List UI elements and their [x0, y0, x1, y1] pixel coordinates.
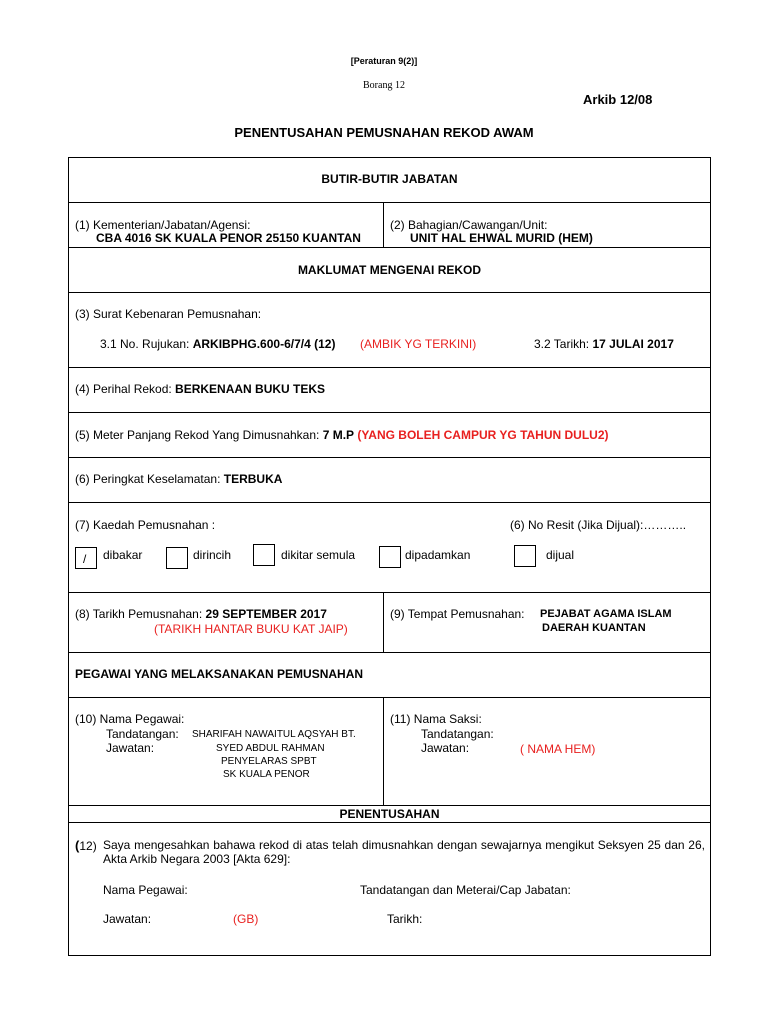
column-divider [383, 697, 384, 805]
method-label-dirincih: dirincih [193, 548, 232, 562]
divider [68, 457, 711, 458]
ministry-label: (1) Kementerian/Jabatan/Agensi: [75, 218, 251, 232]
officer-name-label: (10) Nama Pegawai: [75, 712, 185, 726]
verification-statement: Saya mengesahkan bahawa rekod di atas telah dimusnahkan dengan sewajarnya mengikut Seksyen 25 dan 26, Akta Arkib Negara 2003 [Akta 629]: [103, 838, 705, 866]
divider [68, 412, 711, 413]
method-checkbox-dijual[interactable] [514, 545, 536, 567]
officer-position-line1: SYED ABDUL RAHMAN [216, 743, 325, 754]
section-heading-officer: PEGAWAI YANG MELAKSANAKAN PEMUSNAHAN [75, 667, 364, 681]
archive-number: Arkib 12/08 [583, 92, 653, 107]
method-label-dipadamkan: dipadamkan [405, 548, 471, 562]
method-checkbox-dirincih[interactable] [166, 547, 188, 569]
verification-number [75, 838, 97, 853]
destruction-date [75, 607, 327, 621]
record-length-label: (5) Meter Panjang Rekod Yang Dimusnahkan: [75, 428, 323, 442]
officer-position-label: Jawatan: [106, 741, 155, 755]
witness-name-label: (11) Nama Saksi: [390, 712, 482, 726]
destruction-method-label: (7) Kaedah Pemusnahan : [75, 518, 216, 532]
divider [68, 202, 711, 203]
record-length-note: (YANG BOLEH CAMPUR YG TAHUN DULU2) [357, 428, 609, 442]
method-checkbox-dikitar-semula[interactable] [253, 544, 275, 566]
verify-position-note: (GB) [233, 912, 259, 926]
destruction-place-value-line2: DAERAH KUANTAN [542, 622, 646, 634]
division-label: (2) Bahagian/Cawangan/Unit: [390, 218, 548, 232]
permit-date-line [534, 337, 674, 351]
officer-position-line3: SK KUALA PENOR [223, 769, 310, 780]
officer-sign-value: SHARIFAH NAWAITUL AQSYAH BT. [192, 729, 356, 740]
method-label-dibakar: dibakar [103, 548, 143, 562]
witness-sign-label: Tandatangan: [421, 727, 494, 741]
regulation-ref: [Peraturan 9(2)] [350, 56, 418, 66]
witness-position-label: Jawatan: [421, 741, 470, 755]
verification-num: 12) [79, 839, 97, 853]
officer-position-line2: PENYELARAS SPBT [221, 756, 317, 767]
check-mark: / [83, 552, 87, 566]
method-label-dikitar-semula: dikitar semula [281, 548, 356, 562]
permit-date-label: 3.2 Tarikh: [534, 337, 593, 351]
divider [68, 805, 711, 806]
verify-officer-name-label: Nama Pegawai: [103, 883, 188, 897]
method-checkbox-dibakar[interactable] [75, 547, 97, 569]
column-divider [383, 592, 384, 652]
witness-note: ( NAMA HEM) [520, 742, 596, 756]
record-description-value: BERKENAAN BUKU TEKS [175, 382, 326, 396]
divider [68, 502, 711, 503]
officer-sign-label: Tandatangan: [106, 727, 179, 741]
destruction-date-note: (TARIKH HANTAR BUKU KAT JAIP) [154, 622, 348, 636]
security-level [75, 472, 282, 486]
verify-signature-stamp-label: Tandatangan dan Meterai/Cap Jabatan: [360, 883, 571, 897]
divider [68, 367, 711, 368]
destruction-place-value-line1: PEJABAT AGAMA ISLAM [540, 608, 672, 620]
permit-date-value: 17 JULAI 2017 [592, 337, 674, 351]
reference-line [100, 337, 335, 351]
verify-date-label: Tarikh: [387, 912, 423, 926]
divider [68, 292, 711, 293]
destruction-date-value: 29 SEPTEMBER 2017 [205, 607, 327, 621]
divider [68, 822, 711, 823]
reference-value: ARKIBPHG.600-6/7/4 (12) [192, 337, 336, 351]
record-length-value: 7 M.P [322, 428, 355, 442]
section-heading-department: BUTIR-BUTIR JABATAN [321, 172, 458, 186]
record-description-label: (4) Perihal Rekod: [75, 382, 176, 396]
verification-paren: ( [75, 838, 80, 853]
permit-label: (3) Surat Kebenaran Pemusnahan: [75, 307, 262, 321]
method-label-dijual: dijual [546, 548, 575, 562]
ministry-value: CBA 4016 SK KUALA PENOR 25150 KUANTAN [96, 231, 361, 245]
verify-position-label: Jawatan: [103, 912, 152, 926]
security-level-label: (6) Peringkat Keselamatan: [75, 472, 224, 486]
divider [68, 247, 711, 248]
divider [68, 592, 711, 593]
reference-label: 3.1 No. Rujukan: [100, 337, 193, 351]
division-value: UNIT HAL EHWAL MURID (HEM) [410, 231, 593, 245]
record-description [75, 382, 325, 396]
destruction-place-label: (9) Tempat Pemusnahan: [390, 607, 525, 621]
security-level-value: TERBUKA [223, 472, 283, 486]
record-length [75, 428, 609, 442]
destruction-date-label: (8) Tarikh Pemusnahan: [75, 607, 206, 621]
section-heading-record: MAKLUMAT MENGENAI REKOD [297, 263, 482, 277]
receipt-number-label: (6) No Resit (Jika Dijual):……….. [510, 518, 687, 532]
divider [68, 697, 711, 698]
method-checkbox-dipadamkan[interactable] [379, 546, 401, 568]
section-heading-verification: PENENTUSAHAN [339, 807, 440, 821]
column-divider [383, 202, 384, 247]
reference-note: (AMBIK YG TERKINI) [360, 337, 477, 351]
page-title: PENENTUSAHAN PEMUSNAHAN REKOD AWAM [234, 125, 534, 140]
divider [68, 652, 711, 653]
form-number: Borang 12 [363, 80, 405, 91]
